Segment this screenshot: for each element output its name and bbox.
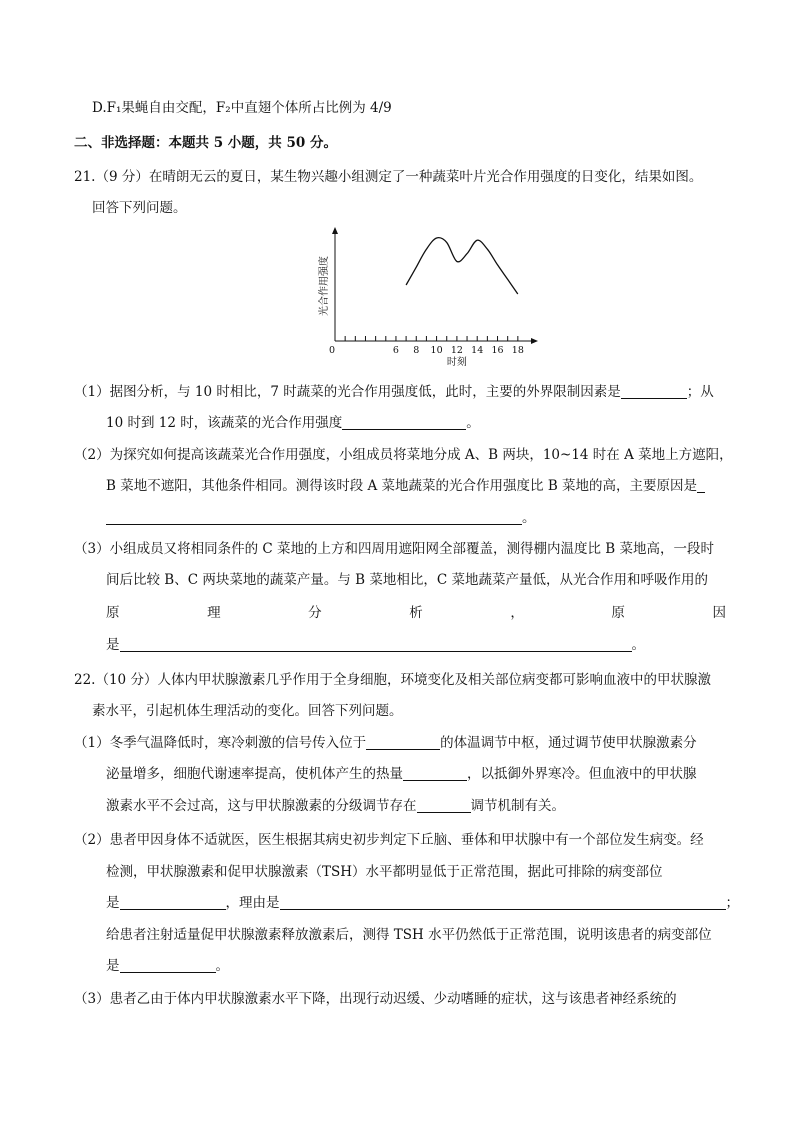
q21-3-tail: 。 — [631, 637, 645, 653]
q21-1-tail: ；从 — [686, 384, 714, 400]
q22-3-line1: （3）患者乙由于体内甲状腺激素水平下降，出现行动迟缓、少动嗜睡的症状，这与该患者神经系统的 — [74, 991, 677, 1007]
y-axis-arrow-icon — [332, 227, 338, 234]
origin-label: 0 — [328, 345, 336, 356]
q22-1-line1 — [74, 734, 697, 752]
q22-2-start: 是 — [106, 895, 120, 911]
q22-stem-line2: 素水平，引起机体生理活动的变化。回答下列问题。 — [92, 703, 403, 719]
answer-blank[interactable] — [120, 895, 226, 910]
x-axis-label: 时刻 — [446, 357, 467, 368]
series-line — [406, 238, 518, 294]
q21-2-text2: B 菜地不遮阳，其他条件相同。测得该时段 A 菜地蔬菜的光合作用强度比 B 菜地的高，主要原因是 — [106, 478, 698, 494]
answer-blank[interactable] — [280, 895, 726, 910]
x-tick-label: 14 — [471, 345, 484, 356]
q21-1-text2: 10 时到 12 时，该蔬菜的光合作用强度 — [106, 415, 343, 431]
q21-2-line3 — [106, 509, 536, 527]
q21-3-line3 — [106, 604, 726, 622]
q21-3-line4 — [106, 636, 645, 654]
x-tick-label: 10 — [430, 345, 443, 356]
q21-1-line1 — [74, 383, 714, 401]
q21-3-word: 分 — [308, 605, 322, 621]
answer-blank[interactable] — [120, 637, 632, 652]
q22-2-end2: 。 — [215, 958, 229, 974]
q22-1-line2 — [106, 765, 697, 783]
x-tick-label: 18 — [511, 345, 524, 356]
answer-blank[interactable] — [106, 510, 522, 525]
q22-2-line4: 给患者注射适量促甲状腺激素释放激素后，测得 TSH 水平仍然低于正常范围，说明该患者的病变部位 — [106, 927, 712, 943]
q22-1-text3: 激素水平不会过高，这与甲状腺激素的分级调节存在 — [106, 798, 417, 814]
q22-2-line5 — [106, 957, 229, 975]
q21-1-line2 — [106, 414, 480, 432]
q21-3-word: 理 — [207, 605, 221, 621]
q21-1-tail2: 。 — [466, 415, 480, 431]
q22-1-text2: 泌量增多，细胞代谢速率提高，使机体产生的热量 — [106, 766, 403, 782]
q21-1-text: （1）据图分析，与 10 时相比，7 时蔬菜的光合作用强度低，此时，主要的外界限制因素是 — [74, 384, 621, 400]
q22-1-line3 — [106, 797, 565, 815]
q21-3-word: 析 — [409, 605, 423, 621]
q21-3-word: 因 — [712, 605, 726, 621]
answer-blank[interactable] — [417, 798, 471, 813]
q21-2-line1: （2）为探究如何提高该蔬菜光合作用强度，小组成员将菜地分成 A、B 两块，10~14 时在 A 菜地上方遮阳， — [74, 447, 733, 463]
q21-3-word: ， — [510, 605, 524, 621]
q21-3-line2: 间后比较 B、C 两块菜地的蔬菜产量。与 B 菜地相比，C 菜地蔬菜产量低，从光合作用和呼吸作用的 — [106, 572, 708, 588]
q21-2-tail: 。 — [522, 510, 536, 526]
answer-blank[interactable] — [697, 478, 705, 493]
answer-blank[interactable] — [120, 958, 216, 973]
q22-2-line3 — [106, 894, 739, 912]
q22-1-text2b: ，以抵御外界寒冷。但血液中的甲状腺 — [467, 766, 697, 782]
q22-2-end: ； — [725, 895, 739, 911]
answer-blank[interactable] — [366, 735, 440, 750]
answer-blank[interactable] — [403, 766, 467, 781]
section-heading: 二、非选择题：本题共 5 小题，共 50 分。 — [74, 135, 337, 151]
x-tick-label: 12 — [450, 345, 463, 356]
q22-1-text1: （1）冬季气温降低时，寒冷刺激的信号传入位于 — [74, 735, 367, 751]
q21-3-word: 原 — [106, 605, 120, 621]
q22-2-start2: 是 — [106, 958, 120, 974]
q21-3-word: 原 — [611, 605, 625, 621]
answer-blank[interactable] — [621, 384, 687, 399]
q22-1-text3b: 调节机制有关。 — [470, 798, 565, 814]
x-tick-label: 8 — [413, 345, 420, 356]
q22-2-mid: ，理由是 — [225, 895, 280, 911]
q22-stem-line1: 22.（10 分）人体内甲状腺激素几乎作用于全身细胞，环境变化及相关部位病变都可影响血液中的甲状腺激 — [74, 672, 711, 688]
x-axis-arrow-icon — [531, 338, 538, 344]
option-d: D.F₁果蝇自由交配，F₂中直翅个体所占比例为 4/9 — [92, 100, 392, 116]
x-tick-label: 16 — [491, 345, 504, 356]
q21-3-start: 是 — [106, 637, 120, 653]
q22-1-text1b: 的体温调节中枢，通过调节使甲状腺激素分 — [440, 735, 697, 751]
q21-3-line1: （3）小组成员又将相同条件的 C 菜地的上方和四周用遮阳网全部覆盖，测得棚内温度比 B 菜地高，一段时 — [74, 541, 715, 557]
q22-2-line1: （2）患者甲因身体不适就医，医生根据其病史初步判定下丘脑、垂体和甲状腺中有一个部位发生病变。经 — [74, 832, 704, 848]
q21-stem-line1: 21.（9 分）在晴朗无云的夏日，某生物兴趣小组测定了一种蔬菜叶片光合作用强度的日变化，结果如图。 — [74, 169, 703, 185]
answer-blank[interactable] — [342, 415, 466, 430]
q22-2-line2: 检测，甲状腺激素和促甲状腺激素（TSH）水平都明显低于正常范围，据此可排除的病变部位 — [106, 864, 663, 880]
q21-stem-line2: 回答下列问题。 — [92, 200, 187, 216]
y-axis-label: 光合作用强度 — [319, 256, 330, 316]
q21-2-line2 — [106, 477, 705, 495]
x-tick-label: 6 — [392, 345, 399, 356]
photosynthesis-chart — [310, 224, 540, 370]
